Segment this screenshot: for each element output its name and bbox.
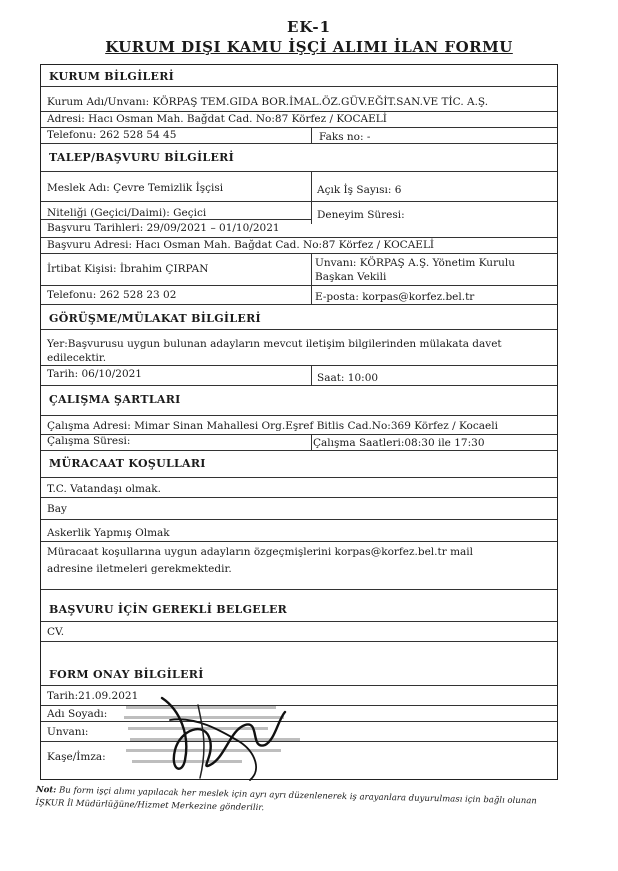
divider xyxy=(41,415,557,416)
onay-kase-imza: Kaşe/İmza: xyxy=(47,751,106,763)
belge-cv: CV. xyxy=(47,626,65,638)
divider xyxy=(41,450,557,451)
section-kurum: KURUM BİLGİLERİ xyxy=(49,70,175,83)
divider xyxy=(41,253,557,254)
divider xyxy=(41,541,557,542)
divider xyxy=(41,171,557,172)
annex-label: EK-1 xyxy=(286,18,332,36)
divider xyxy=(41,477,557,478)
kosul-cinsiyet: Bay xyxy=(47,503,67,515)
divider xyxy=(41,519,557,520)
kurum-faks: Faks no: - xyxy=(319,131,371,143)
section-gorusme: GÖRÜŞME/MÜLAKAT BİLGİLERİ xyxy=(49,312,261,325)
mulakat-saati: Saat: 10:00 xyxy=(317,372,379,384)
divider xyxy=(41,497,557,498)
divider xyxy=(311,253,312,304)
kurum-adi: Kurum Adı/Unvanı: KÖRPAŞ TEM.GIDA BOR.İMAL.ÖZ.GÜV.EĞİT.SAN.VE TİC. A.Ş. xyxy=(47,96,489,108)
niteligi: Niteliği (Geçici/Daimi): Geçici xyxy=(47,207,207,219)
divider xyxy=(311,127,312,143)
irtibat-kisisi: İrtibat Kişisi: İbrahim ÇIRPAN xyxy=(47,263,209,275)
footnote xyxy=(35,784,565,822)
divider xyxy=(41,589,557,590)
onay-adi-soyadi: Adı Soyadı: xyxy=(47,708,108,720)
form-title: KURUM DIŞI KAMU İŞÇİ ALIMI İLAN FORMU xyxy=(105,38,513,56)
divider xyxy=(41,304,557,305)
divider xyxy=(41,127,557,128)
eposta: E-posta: korpas@korfez.bel.tr xyxy=(315,291,475,303)
divider xyxy=(41,285,557,286)
divider xyxy=(41,237,557,238)
divider xyxy=(41,621,557,622)
calisma-adresi: Çalışma Adresi: Mimar Sinan Mahallesi Org.Eşref Bitlis Cad.No:369 Körfez / Kocaeli xyxy=(47,420,498,432)
mulakat-yeri-line2: edilecektir. xyxy=(47,352,107,364)
calisma-suresi: Çalışma Süresi: xyxy=(47,435,131,447)
divider xyxy=(41,201,557,202)
divider xyxy=(41,641,557,642)
divider xyxy=(41,111,557,112)
kosul-basvuru-line1: Müracaat koşullarına uygun adayların özgeçmişlerini korpas@korfez.bel.tr mail xyxy=(47,546,474,558)
kosul-vatandaslik: T.C. Vatandaşı olmak. xyxy=(47,483,161,495)
divider xyxy=(41,385,557,386)
section-belgeler: BAŞVURU İÇİN GEREKLİ BELGELER xyxy=(49,603,288,616)
signature xyxy=(150,690,290,785)
meslek-adi: Meslek Adı: Çevre Temizlik İşçisi xyxy=(47,182,224,194)
divider xyxy=(311,434,312,450)
basvuru-tarihleri: Başvuru Tarihleri: 29/09/2021 – 01/10/2021 xyxy=(47,222,280,234)
acik-is-sayisi: Açık İş Sayısı: 6 xyxy=(317,184,402,196)
section-onay: FORM ONAY BİLGİLERİ xyxy=(49,668,204,681)
onay-unvani: Unvanı: xyxy=(47,726,89,738)
unvani-line2: Başkan Vekili xyxy=(315,271,387,283)
divider xyxy=(41,86,557,87)
divider xyxy=(41,219,311,220)
section-muracaat: MÜRACAAT KOŞULLARI xyxy=(49,457,206,470)
divider xyxy=(311,365,312,385)
mulakat-yeri-line1: Yer:Başvurusu uygun bulunan adayların mevcut iletişim bilgilerinden mülakata davet xyxy=(47,338,502,350)
kosul-basvuru-line2: adresine iletmeleri gerekmektedir. xyxy=(47,563,232,575)
unvani-line1: Unvanı: KÖRPAŞ A.Ş. Yönetim Kurulu xyxy=(315,257,515,269)
onay-tarihi: Tarih:21.09.2021 xyxy=(47,690,139,702)
deneyim-suresi: Deneyim Süresi: xyxy=(317,209,405,221)
divider xyxy=(41,365,557,366)
kurum-telefon: Telefonu: 262 528 54 45 xyxy=(47,129,177,141)
note-text: Bu form işçi alımı yapılacak her meslek için ayrı ayrı düzenlenerek iş arayanlara duyurulması için bağlı olunan İŞKUR İl Müdürlüğüne/Hizmet Merkezine gönderilir. xyxy=(35,785,537,814)
divider xyxy=(41,143,557,144)
kosul-askerlik: Askerlik Yapmış Olmak xyxy=(47,527,170,539)
section-calisma: ÇALIŞMA ŞARTLARI xyxy=(49,393,181,406)
mulakat-tarihi: Tarih: 06/10/2021 xyxy=(47,368,142,380)
calisma-saatleri: Çalışma Saatleri:08:30 ile 17:30 xyxy=(313,437,485,449)
note-label: Not: xyxy=(35,784,57,796)
divider xyxy=(41,685,557,686)
irtibat-telefonu: Telefonu: 262 528 23 02 xyxy=(47,289,177,301)
divider xyxy=(41,329,557,330)
form-table xyxy=(40,64,558,780)
divider xyxy=(311,171,312,224)
basvuru-adresi: Başvuru Adresi: Hacı Osman Mah. Bağdat Cad. No:87 Körfez / KOCAELİ xyxy=(47,239,435,251)
section-talep: TALEP/BAŞVURU BİLGİLERİ xyxy=(49,151,235,164)
kurum-adres: Adresi: Hacı Osman Mah. Bağdat Cad. No:87 Körfez / KOCAELİ xyxy=(47,113,387,125)
